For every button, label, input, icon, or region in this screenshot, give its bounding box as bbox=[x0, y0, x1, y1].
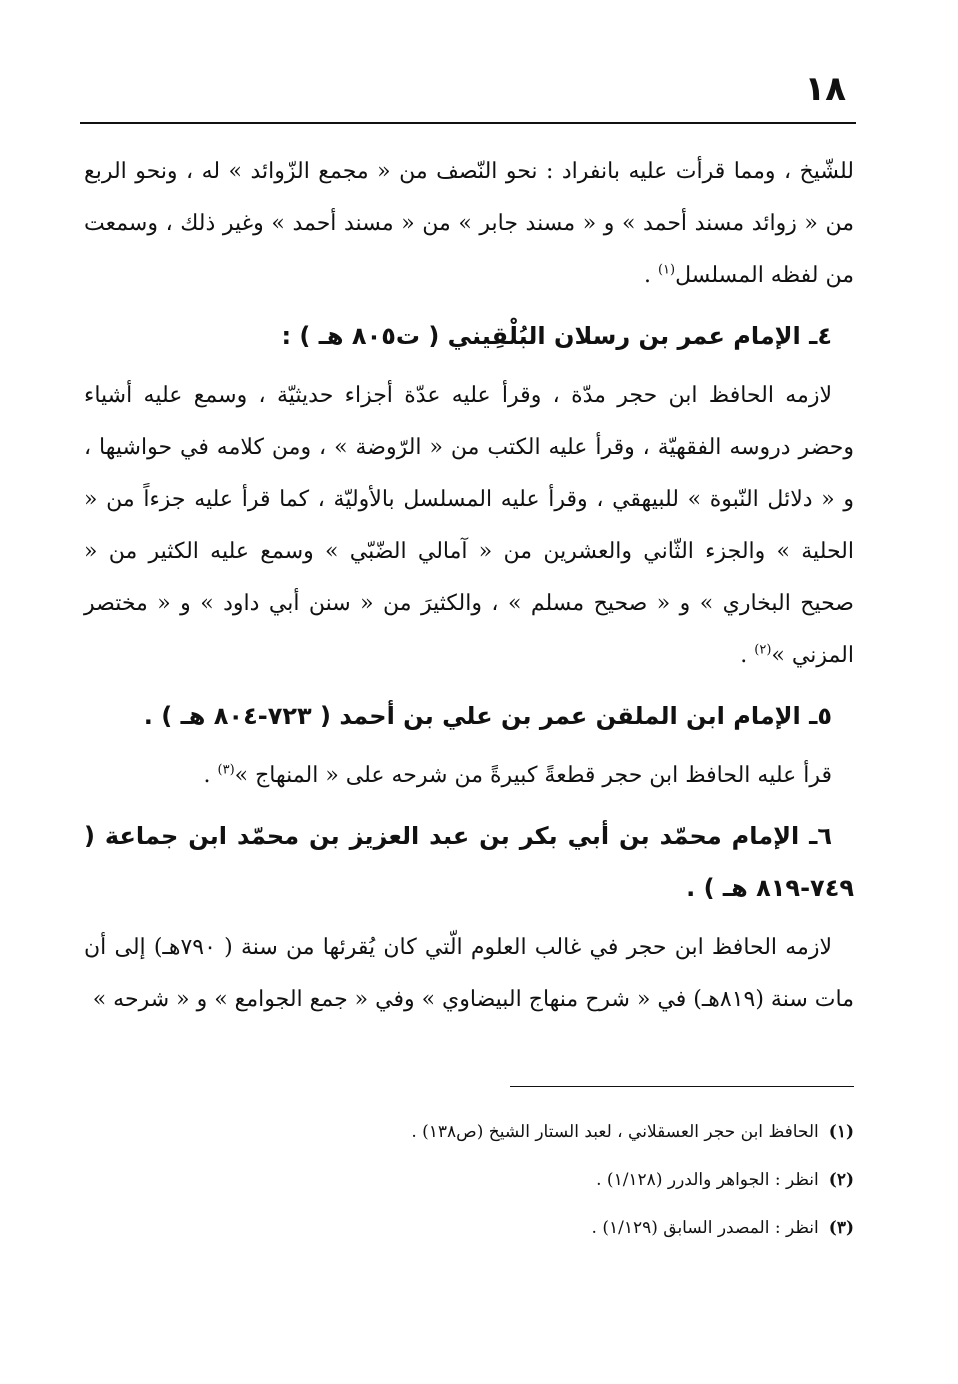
footnote-2-number: (٢) bbox=[828, 1170, 854, 1190]
footnote-ref-2[interactable]: (٢) bbox=[754, 642, 772, 658]
heading-4: ٤ـ الإمام عمر بن رسلان البُلْقِيني ( ت٨٠٥ هـ ) : bbox=[281, 322, 832, 350]
paragraph-3-end: . bbox=[203, 763, 218, 788]
page-number: ١٨ bbox=[804, 69, 846, 109]
paragraph-2 bbox=[84, 370, 854, 682]
paragraph-3 bbox=[84, 750, 854, 802]
heading-5: ٥ـ الإمام ابن الملقن عمر بن علي بن أحمد ( ٧٢٣-٨٠٤ هـ ) . bbox=[143, 702, 832, 730]
footnote-1-number: (١) bbox=[828, 1122, 854, 1142]
footnote-3 bbox=[154, 1204, 854, 1252]
paragraph-4: لازمه الحافظ ابن حجر في غالب العلوم الّتي كان يُقرئها من سنة ( ٧٩٠هـ) إلى أن مات سنة (٨١٩هـ) في « شرح منهاج البيضاوي » وفي « جمع الجوامع » و « شرحه » bbox=[84, 935, 854, 1012]
paragraph-1 bbox=[84, 146, 854, 302]
paragraph-3-text: قرأ عليه الحافظ ابن حجر قطعةً كبيرةً من شرحه على « المنهاج » bbox=[234, 763, 832, 788]
footnote-2 bbox=[154, 1156, 854, 1204]
header-rule bbox=[80, 122, 856, 124]
footnote-ref-1[interactable]: (١) bbox=[657, 262, 676, 278]
paragraph-1-text: للشّيخ ، ومما قرأت عليه بانفراد : نحو النّصف من « مجمع الزّوائد » له ، ونحو الربع من « زوائد مسند أحمد » و « مسند جابر » من « مسند أحمد » وغير ذلك ، وسمعت من لفظه المسلسل bbox=[84, 159, 854, 288]
footnote-1-text: الحافظ ابن حجر العسقلاني ، لعبد الستار الشيخ (ص١٣٨) . bbox=[411, 1122, 819, 1142]
main-text bbox=[84, 146, 854, 1026]
paragraph-2-end: . bbox=[740, 643, 755, 668]
footnote-3-text: انظر : المصدر السابق (١/١٢٩) . bbox=[591, 1218, 819, 1238]
footnote-separator bbox=[510, 1086, 854, 1087]
heading-6: ٦ـ الإمام محمّد بن أبي بكر بن عبد العزيز بن محمّد ابن جماعة ( ٧٤٩-٨١٩ هـ ) . bbox=[84, 822, 854, 902]
paragraph-2-text: لازمه الحافظ ابن حجر مدّة ، وقرأ عليه عدّة أجزاء حديثيّة ، وسمع عليه أشياء وحضر دروسه الفقهيّة ، وقرأ عليه الكتب من « الرّوضة » ، ومن كلامه في حواشيها ، و « دلائل النّبوة » للبيهقي ، وقرأ عليه المسلسل بالأوليّة ، كما قرأ عليه جزءاً من « الحلية » والجزء الثّاني والعشرين من « آمالي الضّبّي » وسمع عليه الكثير من « صحيح البخاري » و « صحيح مسلم » ، والكثيرَ من « سنن أبي داود » و « مختصر المزني » bbox=[84, 383, 854, 668]
footnote-2-text: انظر : الجواهر والدرر (١/١٢٨) . bbox=[596, 1170, 819, 1190]
footnote-3-number: (٣) bbox=[828, 1218, 854, 1238]
paragraph-1-end: . bbox=[643, 263, 658, 288]
footnote-1 bbox=[154, 1108, 854, 1156]
footnote-ref-3[interactable]: (٣) bbox=[217, 762, 235, 778]
footnotes bbox=[154, 1108, 854, 1252]
